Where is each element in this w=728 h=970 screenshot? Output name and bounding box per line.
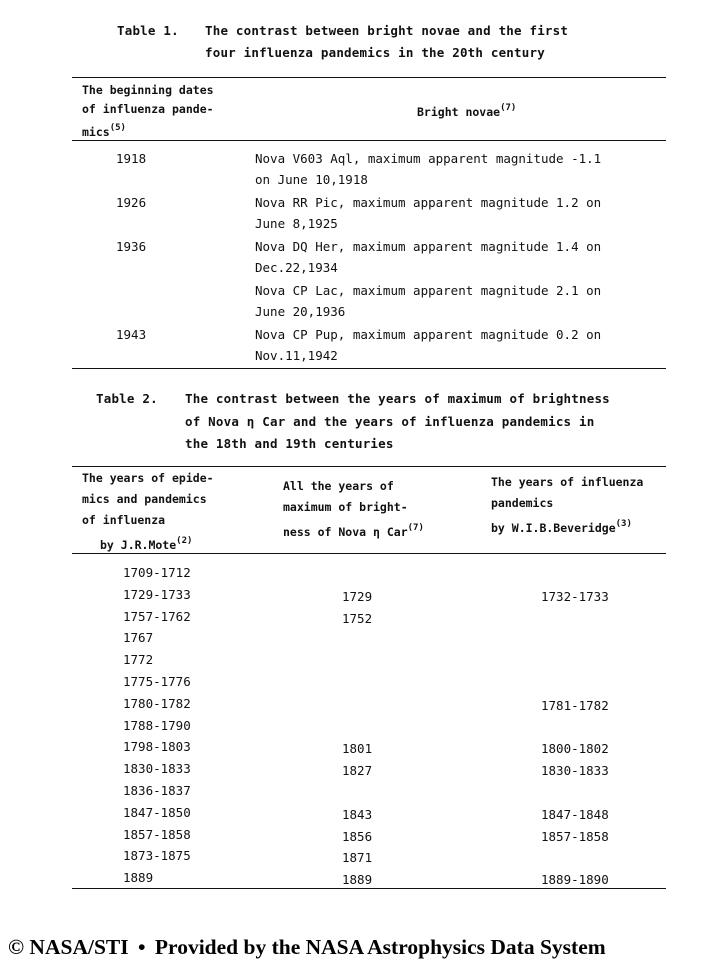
table2-mote-cell: 1847-1850 — [123, 805, 191, 820]
table2-beveridge-cell: 1889-1890 — [541, 872, 609, 887]
table2-beveridge-cell: 1830-1833 — [541, 763, 609, 778]
table2-mote-cell: 1772 — [123, 652, 154, 667]
table2-caption-line3: the 18th and 19th centuries — [185, 436, 394, 451]
table1-caption-line2: four influenza pandemics in the 20th century — [205, 45, 545, 60]
table2-mote-cell: 1709-1712 — [123, 565, 191, 580]
table1-header-col2: Bright novae$^{(7)}$ — [417, 103, 517, 119]
table1-caption — [117, 23, 179, 38]
table1-header-rule — [72, 140, 666, 141]
table1-label: Table 1. — [117, 23, 179, 38]
footer-separator: • — [138, 935, 146, 959]
table1-nova-cell: June 20,1936 — [255, 304, 346, 319]
table1-bottom-rule — [72, 368, 666, 369]
table1-nova-cell: Nova CP Pup, maximum apparent magnitude 0.2 on — [255, 327, 602, 342]
table2-mote-cell: 1775-1776 — [123, 674, 191, 689]
table2-header-col1: The years of epide- mics and pandemics of influenza by J.R.Mote$^{(2)}$ — [82, 471, 214, 552]
table2-beveridge-cell: 1847-1848 — [541, 807, 609, 822]
table2-nova-cell: 1752 — [342, 611, 373, 626]
table2-header-col2: All the years of maximum of bright- ness of Nova η Car$^{(7)}$ — [283, 479, 424, 539]
table2-mote-cell: 1857-1858 — [123, 827, 191, 842]
table1-year-cell: 1918 — [116, 151, 147, 166]
table1-top-rule — [72, 77, 666, 78]
table2-beveridge-cell: 1857-1858 — [541, 829, 609, 844]
table2-top-rule — [72, 466, 666, 467]
table2-caption-line2: of Nova η Car and the years of influenza pandemics in — [185, 414, 595, 429]
table1-nova-cell: Dec.22,1934 — [255, 260, 338, 275]
table2-label: Table 2. — [96, 391, 158, 406]
table1-nova-cell: Nova RR Pic, maximum apparent magnitude 1.2 on — [255, 195, 602, 210]
footer-provider: Provided by the NASA Astrophysics Data System — [154, 935, 606, 959]
table2-nova-cell: 1827 — [342, 763, 373, 778]
table1-nova-cell: on June 10,1918 — [255, 172, 368, 187]
table2-nova-cell: 1801 — [342, 741, 373, 756]
table2-mote-cell: 1780-1782 — [123, 696, 191, 711]
table1-nova-cell: Nova CP Lac, maximum apparent magnitude 2.1 on — [255, 283, 602, 298]
table2-header-col3: The years of influenza pandemics by W.I.B.Beveridge$^{(3)}$ — [491, 475, 644, 535]
table2-mote-cell: 1830-1833 — [123, 761, 191, 776]
table1-nova-cell: Nova V603 Aql, maximum apparent magnitude -1.1 — [255, 151, 602, 166]
table1-year-cell: 1936 — [116, 239, 147, 254]
table2-nova-cell: 1843 — [342, 807, 373, 822]
table2-beveridge-cell: 1781-1782 — [541, 698, 609, 713]
table1-nova-cell: Nov.11,1942 — [255, 348, 338, 363]
footer-copyright: © NASA/STI — [8, 935, 129, 959]
table1-nova-cell: June 8,1925 — [255, 216, 338, 231]
table2-mote-cell: 1889 — [123, 870, 154, 885]
table2-bottom-rule — [72, 888, 666, 889]
table2-caption — [96, 391, 158, 406]
table2-caption-line1: The contrast between the years of maximum of brightness — [185, 391, 610, 406]
table2-mote-cell: 1873-1875 — [123, 848, 191, 863]
table2-mote-cell: 1836-1837 — [123, 783, 191, 798]
table2-mote-cell: 1767 — [123, 630, 154, 645]
table2-nova-cell: 1871 — [342, 850, 373, 865]
table2-beveridge-cell: 1732-1733 — [541, 589, 609, 604]
table2-mote-cell: 1757-1762 — [123, 609, 191, 624]
table2-beveridge-cell: 1800-1802 — [541, 741, 609, 756]
table1-header-col1: The beginning dates of influenza pande- mics$^{(5)}$ — [82, 83, 214, 139]
table2-mote-cell: 1729-1733 — [123, 587, 191, 602]
table2-mote-cell: 1798-1803 — [123, 739, 191, 754]
table2-nova-cell: 1729 — [342, 589, 373, 604]
table2-nova-cell: 1889 — [342, 872, 373, 887]
table1-nova-cell: Nova DQ Her, maximum apparent magnitude 1.4 on — [255, 239, 602, 254]
table1-caption-line1: The contrast between bright novae and the first — [205, 23, 569, 38]
table2-header-rule — [72, 553, 666, 554]
table2-nova-cell: 1856 — [342, 829, 373, 844]
table1-year-cell: 1926 — [116, 195, 147, 210]
footer-credit — [8, 935, 720, 960]
table1-year-cell: 1943 — [116, 327, 147, 342]
table2-mote-cell: 1788-1790 — [123, 718, 191, 733]
